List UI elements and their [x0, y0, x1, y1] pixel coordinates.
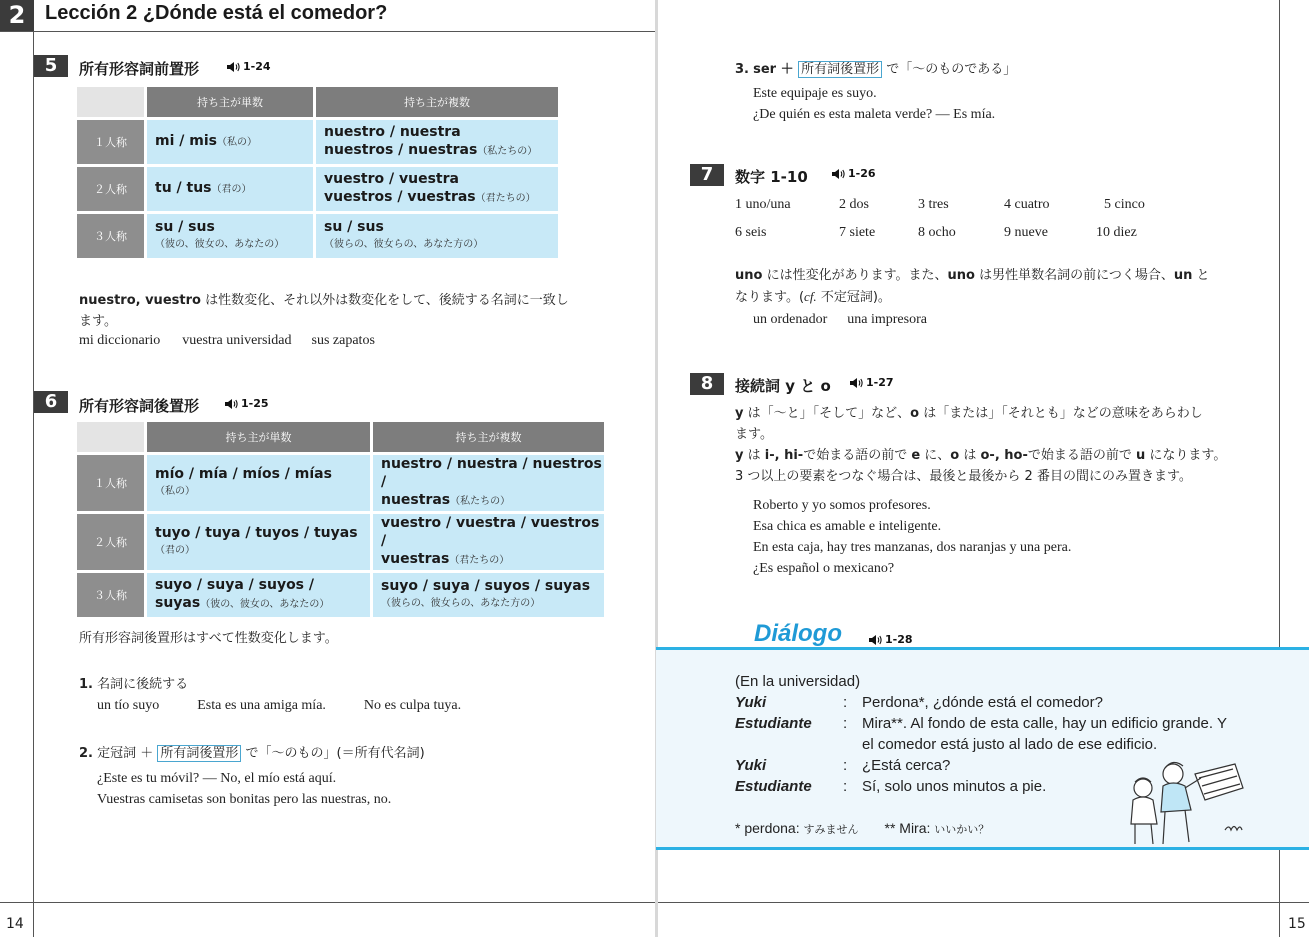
speaker-icon: [224, 398, 238, 410]
table-row: [77, 455, 604, 511]
dialog-line: Sí, solo unos minutos a pie.: [862, 778, 1047, 795]
section-6-explanation: 所有形容詞後置形はすべて性数変化します。: [79, 631, 338, 646]
number-2: 2 dos: [839, 197, 869, 212]
number-7: 7 siete: [839, 225, 876, 240]
page-number-left: 14: [6, 916, 24, 932]
header-rule: [0, 31, 655, 32]
page-number-right: 15: [1288, 916, 1306, 932]
row-header: １人称: [77, 120, 144, 164]
speaker-icon: [849, 377, 863, 389]
row-header: １人称: [77, 455, 144, 511]
left-margin-line: [33, 0, 34, 937]
table-row: [77, 167, 558, 211]
row-header: ３人称: [77, 214, 144, 258]
section-6-badge: 6: [34, 391, 68, 413]
section-5-explanation: nuestro, vuestro は性数変化、それ以外は数変化をして、後続する名詞に一致し ます。: [79, 293, 569, 329]
section-8-explanation: y は「〜と」「そして」など、o は「または」「それとも」などの意味をあらわし ます。 y は i-, hi-で始まる語の前で e に、o は o-, ho-で始まる語の前で u になります。 3 つ以上の要素をつなぐ場合は、最後と最後から 2 番目の間にのみ置きます。: [735, 406, 1227, 484]
number-6: 6 seis: [735, 225, 767, 240]
number-1: 1 uno/una: [735, 197, 791, 212]
table-row: [77, 514, 604, 570]
section-7-explanation: uno には性変化があります。また、uno は男性単数名詞の前につく場合、un と なります。(cf. 不定冠詞)。: [735, 268, 1210, 305]
dialog-footnotes: * perdona: すみません ** Mira: いいかい？: [735, 820, 990, 836]
dialog-colon: :: [843, 757, 848, 774]
dialogo-audio[interactable]: [868, 633, 913, 646]
dialog-colon: :: [843, 715, 848, 732]
number-5: 5 cinco: [1104, 197, 1145, 212]
audio-track: 1-25: [241, 397, 269, 410]
dialog-line: ¿Está cerca?: [862, 757, 951, 774]
speaker-name: Yuki: [735, 757, 767, 774]
audio-track: 1-27: [866, 376, 894, 389]
audio-track: 1-28: [885, 633, 913, 646]
table-corner: [77, 87, 144, 117]
number-4: 4 cuatro: [1004, 197, 1050, 212]
table-cell: vuestro / vuestra / vuestros / vuestras（君たちの）: [373, 514, 604, 570]
audio-track: 1-24: [243, 60, 271, 73]
table-possessive-post: [74, 419, 607, 620]
table-cell: su / sus （彼の、彼女の、あなたの）: [147, 214, 313, 258]
row-header: ３人称: [77, 573, 144, 617]
table-cell: tuyo / tuya / tuyos / tuyas （君の）: [147, 514, 370, 570]
item-1-examples: un tío suyo Esta es una amiga mía. No es culpa tuya.: [97, 698, 462, 713]
item-3-heading: 3. ser ＋ 所有詞後置形 で「〜のものである」: [735, 62, 1017, 77]
number-9: 9 nueve: [1004, 225, 1048, 240]
lesson-number: 2: [0, 0, 34, 31]
section-5-examples: mi diccionario vuestra universidad sus zapatos: [79, 333, 375, 348]
speaker-name: Estudiante: [735, 715, 812, 732]
speaker-icon: [868, 634, 882, 646]
column-header: 持ち主が複数: [316, 87, 558, 117]
students-illustration: [1125, 756, 1255, 846]
section-7-title: 数字 1-10: [735, 168, 808, 186]
table-cell: vuestro / vuestra vuestros / vuestras（君たちの）: [316, 167, 558, 211]
table-corner: [77, 422, 144, 452]
column-header: 持ち主が単数: [147, 422, 370, 452]
row-header: ２人称: [77, 167, 144, 211]
table-row: [77, 214, 558, 258]
table-cell: tu / tus（君の）: [147, 167, 313, 211]
section-6-audio[interactable]: [224, 397, 269, 410]
column-header: 持ち主が複数: [373, 422, 604, 452]
table-row: [77, 120, 558, 164]
section-7-badge: 7: [690, 164, 724, 186]
table-cell: mi / mis（私の）: [147, 120, 313, 164]
section-6-title: 所有形容詞後置形: [79, 397, 200, 415]
section-5-badge: 5: [34, 55, 68, 77]
speaker-icon: [226, 61, 240, 73]
audio-track: 1-26: [848, 167, 876, 180]
section-5-audio[interactable]: [226, 60, 271, 73]
item-1-heading: 1. 名詞に後続する: [79, 677, 189, 692]
row-header: ２人称: [77, 514, 144, 570]
lesson-title: Lección 2 ¿Dónde está el comedor?: [45, 2, 388, 24]
item-2-heading: 2. 定冠詞 ＋ 所有詞後置形 で「〜のもの」(＝所有代名詞): [79, 746, 425, 761]
section-7-audio[interactable]: [831, 167, 876, 180]
section-8-audio[interactable]: [849, 376, 894, 389]
dialog-colon: :: [843, 694, 848, 711]
speaker-icon: [831, 168, 845, 180]
footer-rule-left: [0, 902, 655, 903]
table-cell: su / sus （彼らの、彼女らの、あなた方の）: [316, 214, 558, 258]
item-2-examples: ¿Este es tu móvil? — No, el mío está aquí. Vuestras camisetas son bonitas pero las nuestras, no.: [97, 771, 392, 807]
dialog-setting: (En la universidad): [735, 673, 861, 690]
item-3-examples: Este equipaje es suyo. ¿De quién es esta maleta verde? — Es mía.: [753, 86, 996, 122]
table-possessive-pre: [74, 84, 561, 261]
speaker-name: Yuki: [735, 694, 767, 711]
table-cell: nuestro / nuestra nuestros / nuestras（私たちの）: [316, 120, 558, 164]
section-8-badge: 8: [690, 373, 724, 395]
table-row: [77, 573, 604, 617]
table-cell: nuestro / nuestra / nuestros / nuestras（私たちの）: [373, 455, 604, 511]
section-5-title: 所有形容詞前置形: [79, 60, 200, 78]
number-3: 3 tres: [918, 197, 949, 212]
footer-rule-right: [658, 902, 1309, 903]
section-7-examples: un ordenador una impresora: [753, 312, 927, 327]
column-header: 持ち主が単数: [147, 87, 313, 117]
section-8-examples: Roberto y yo somos profesores. Esa chica es amable e inteligente. En esta caja, hay tres manzanas, dos naranjas y una pera. ¿Es español o mexicano?: [753, 498, 1072, 576]
speaker-name: Estudiante: [735, 778, 812, 795]
dialog-line-cont: el comedor está justo al lado de ese edificio.: [862, 736, 1158, 753]
dialog-line: Perdona*, ¿dónde está el comedor?: [862, 694, 1103, 711]
section-8-title: 接続詞 y と o: [735, 377, 831, 395]
table-cell: suyo / suya / suyos / suyas（彼の、彼女の、あなたの）: [147, 573, 370, 617]
table-cell: mío / mía / míos / mías （私の）: [147, 455, 370, 511]
dialog-line: Mira**. Al fondo de esta calle, hay un edificio grande. Y: [862, 715, 1227, 732]
dialogo-title: Diálogo: [754, 620, 842, 647]
number-8: 8 ocho: [918, 225, 956, 240]
dialog-colon: :: [843, 778, 848, 795]
number-10: 10 diez: [1096, 225, 1137, 240]
table-cell: suyo / suya / suyos / suyas （彼らの、彼女らの、あなた方の）: [373, 573, 604, 617]
